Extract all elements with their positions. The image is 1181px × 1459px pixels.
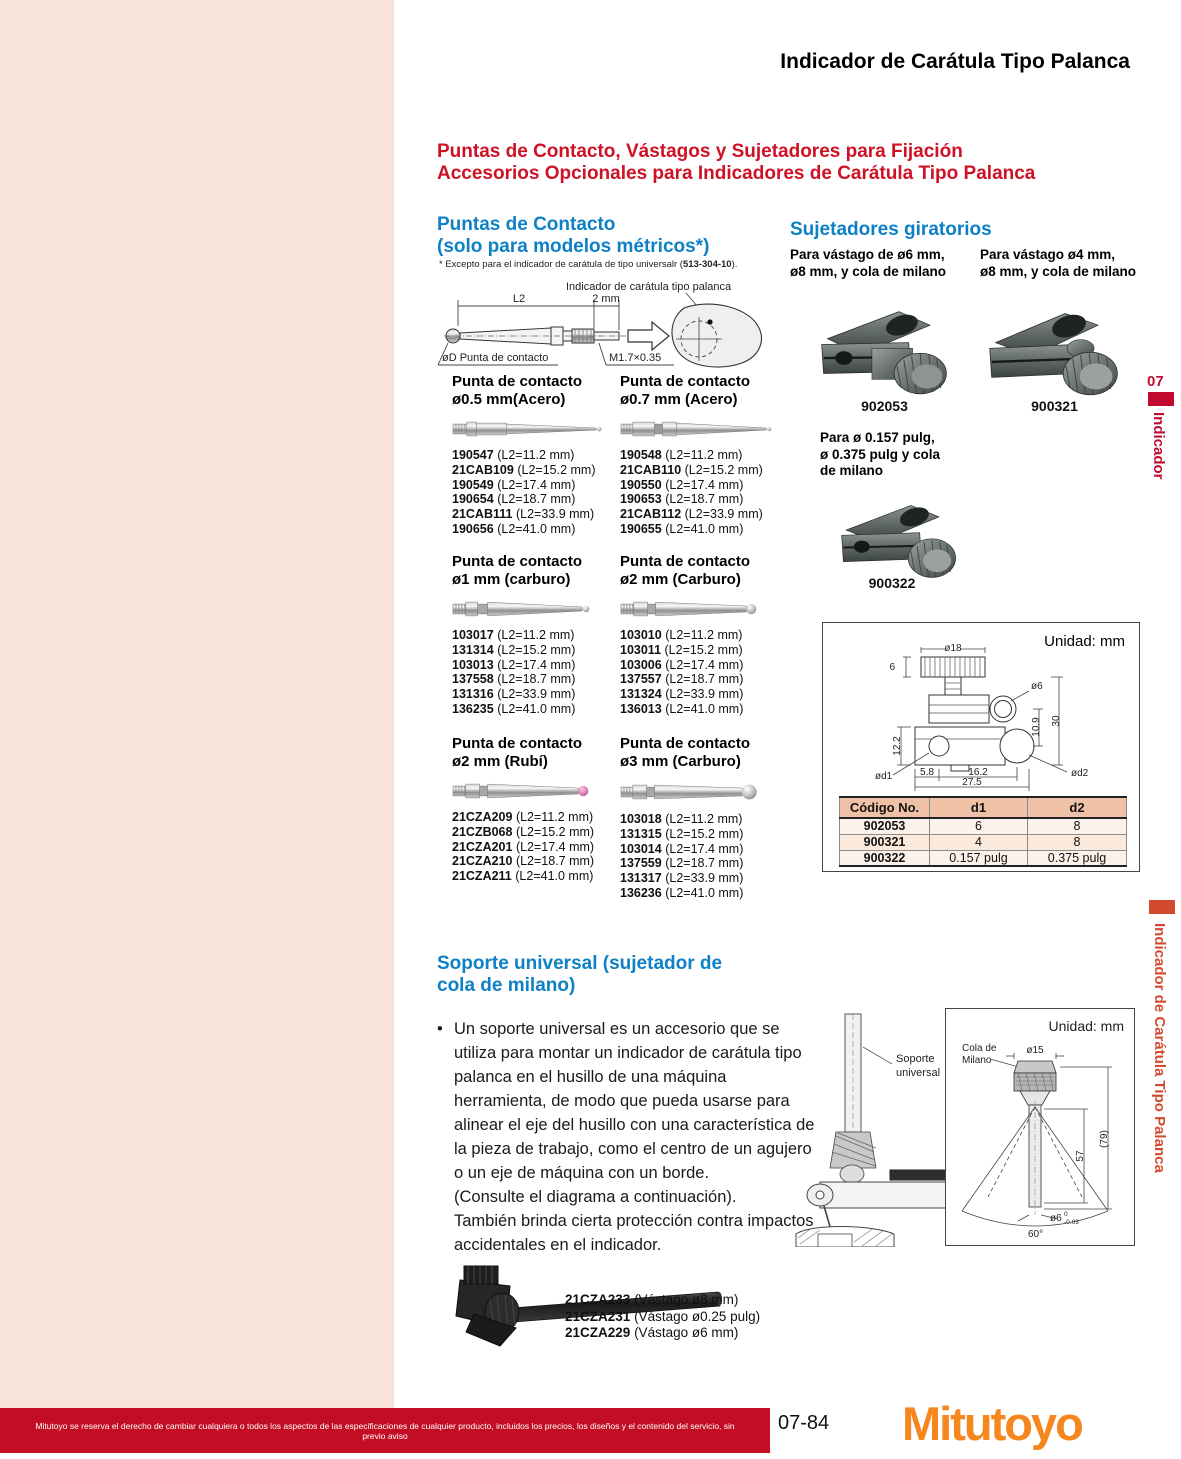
stylus-photo-big-ball [620, 778, 768, 806]
part-list [452, 628, 622, 717]
unit-label: Unidad: mm [1044, 633, 1125, 650]
stylus-dimension-diagram [436, 276, 781, 374]
part-number-line: 190547 (L2=11.2 mm) [452, 448, 575, 462]
part-number-line: 131317 (L2=33.9 mm) [620, 871, 744, 886]
mitutoyo-logo: Mitutoyo [902, 1397, 1082, 1450]
page-number: 07-84 [778, 1412, 830, 1434]
svg-text:L2: L2 [512, 293, 526, 305]
svg-text:0: 0 [1064, 1211, 1068, 1218]
part-list [452, 448, 622, 537]
stylus-photo-ruby-ball [452, 778, 600, 804]
clamp-photo-900321 [982, 294, 1127, 396]
table-header-row: Código No. d1 d2 [840, 797, 1127, 818]
part-number-line: 190655 (L2=41.0 mm) [620, 521, 744, 536]
svg-text:Indicador de carátula tipo pal: Indicador de carátula tipo palanca [566, 281, 732, 293]
bullet: • [437, 1020, 443, 1038]
holder-dimension-table [839, 796, 1127, 867]
part-number-line: 21CZA229 (Vástago ø6 mm) [565, 1325, 739, 1340]
part-number-line: 21CZA209 (L2=11.2 mm) [452, 810, 594, 824]
universal-heading: Soporte universal (sujetador de cola de milano) [437, 953, 723, 996]
svg-text:Soporte: Soporte [896, 1053, 935, 1065]
left-margin-band [0, 0, 394, 1408]
svg-text:ød1: ød1 [875, 771, 893, 782]
table-row: 900321 4 8 [840, 834, 1127, 850]
group-title: Punta de contacto ø1 mm (carburo) [452, 553, 583, 588]
part-number-line: 136235 (L2=41.0 mm) [452, 701, 576, 716]
chapter-tab-square [1148, 392, 1174, 406]
stylus-photo-needle [452, 416, 610, 442]
holders-heading: Sujetadores giratorios [790, 219, 992, 240]
part-number-line: 190654 (L2=18.7 mm) [452, 492, 576, 507]
svg-text:-0.03: -0.03 [1064, 1219, 1079, 1226]
svg-text:12.2: 12.2 [892, 736, 903, 756]
contact-points-heading: Puntas de Contacto (solo para modelos métricos*) [437, 214, 710, 257]
table-row: 902053 6 8 [840, 818, 1127, 834]
contact-point-group-07 [620, 373, 790, 537]
universal-paragraph-2: (Consulte el diagrama a continuación). [454, 1188, 737, 1206]
part-list [452, 810, 622, 884]
universal-paragraph-1: Un soporte universal es un accesorio que se utiliza para montar un indicador de carátula tipo palanca en el husillo de una máquina herramienta, de modo que pueda usarse para alinear el eje del husillo con una característica de la pieza de trabajo, como el centro de un agujero o un eje de máquina con un borde. [454, 1020, 815, 1182]
holder-label-1: Para vástago de ø6 mm, ø8 mm, y cola de milano [790, 247, 947, 279]
universal-paragraph-3: También brinda cierta protección contra impactos accidentales en el indicador. [454, 1212, 814, 1254]
group-title: Punta de contacto ø3 mm (Carburo) [620, 735, 751, 770]
svg-text:60°: 60° [1028, 1229, 1044, 1240]
part-number-line: 137559 (L2=18.7 mm) [620, 856, 744, 871]
part-list [620, 628, 790, 717]
svg-text:Milano: Milano [962, 1055, 992, 1066]
svg-text:10.9: 10.9 [1031, 717, 1042, 737]
part-number-line: 21CAB111 (L2=33.9 mm) [452, 507, 595, 522]
page-title: Indicador de Carátula Tipo Palanca [780, 50, 1130, 73]
section-heading [437, 141, 1035, 185]
holder-code-900322: 900322 [868, 575, 916, 591]
svg-text:16.2: 16.2 [968, 767, 988, 778]
part-number-line: 21CZA211 (L2=41.0 mm) [452, 869, 594, 884]
footer-disclaimer-bar [0, 1408, 770, 1453]
part-number-line: 21CZA201 (L2=17.4 mm) [452, 839, 595, 854]
stylus-photo-needle [620, 416, 778, 442]
svg-text:ø6: ø6 [1031, 681, 1043, 692]
holder-label-2: Para vástago ø4 mm, ø8 mm, y cola de milano [980, 247, 1137, 279]
contact-point-group-3mm [620, 735, 790, 901]
stylus-photo-small-ball [452, 596, 600, 622]
stylus-photo-ball [620, 596, 768, 622]
part-number-line: 136013 (L2=41.0 mm) [620, 701, 744, 716]
svg-text:Cola de: Cola de [962, 1043, 997, 1054]
universal-dimension-box [945, 1008, 1135, 1246]
universal-body-text [437, 1017, 817, 1257]
section-heading-line1: Puntas de Contacto, Vástagos y Sujetadores para Fijación [437, 141, 963, 162]
part-number-line: 131314 (L2=15.2 mm) [452, 642, 576, 657]
part-number-line: 103013 (L2=17.4 mm) [452, 657, 576, 672]
part-list [620, 812, 790, 901]
clamp-photo-902053 [812, 294, 957, 396]
svg-text:øD Punta de contacto: øD Punta de contacto [442, 352, 549, 364]
part-number-line: 131315 (L2=15.2 mm) [620, 826, 744, 841]
footnote: * Excepto para el indicador de carátula de tipo universalr (513-304-10). [439, 259, 738, 270]
svg-text:Unidad: mm: Unidad: mm [1048, 1018, 1124, 1034]
part-number-line: 21CZA231 (Vástago ø0.25 pulg) [565, 1308, 761, 1324]
section-heading-line2: Accesorios Opcionales para Indicadores de Carátula Tipo Palanca [437, 163, 1036, 184]
part-number-line: 103006 (L2=17.4 mm) [620, 657, 744, 672]
part-number-line: 131316 (L2=33.9 mm) [452, 687, 576, 702]
contact-point-group-2mm [620, 553, 790, 717]
svg-text:2 mm: 2 mm [592, 293, 620, 305]
part-number-line: 136236 (L2=41.0 mm) [620, 885, 744, 900]
group-title: Punta de contacto ø0.7 mm (Acero) [620, 373, 751, 408]
group-title: Punta de contacto ø2 mm (Carburo) [620, 553, 751, 588]
part-number-line: 103011 (L2=15.2 mm) [620, 642, 743, 657]
part-list [620, 448, 790, 537]
svg-text:27.5: 27.5 [962, 777, 982, 788]
part-number-line: 21CAB109 (L2=15.2 mm) [452, 462, 596, 477]
part-number-line: 21CZA210 (L2=18.7 mm) [452, 854, 595, 869]
part-number-line: 103018 (L2=11.2 mm) [620, 812, 743, 826]
svg-text:ø6: ø6 [1050, 1213, 1062, 1224]
part-number-line: 137558 (L2=18.7 mm) [452, 672, 576, 687]
chapter-number-tab: 07 [1147, 373, 1164, 390]
part-number-line: 190656 (L2=41.0 mm) [452, 521, 576, 536]
part-number-line: 21CZA233 (Vástago ø8 mm) [565, 1292, 739, 1307]
part-number-line: 190550 (L2=17.4 mm) [620, 477, 744, 492]
part-number-line: 103014 (L2=17.4 mm) [620, 841, 744, 856]
section-label-vertical: Indicador de Carátula Tipo Palanca [1151, 923, 1168, 1173]
svg-text:57: 57 [1075, 1150, 1086, 1162]
contact-point-group-05 [452, 373, 622, 537]
holder-drawing-box [822, 622, 1140, 872]
part-number-line: 190548 (L2=11.2 mm) [620, 448, 743, 462]
part-number-line: 21CZB068 (L2=15.2 mm) [452, 824, 595, 839]
svg-text:30: 30 [1051, 715, 1062, 727]
holder-dimension-drawing [833, 639, 1133, 795]
group-title: Punta de contacto ø2 mm (Rubí) [452, 735, 583, 770]
part-number-line: 103017 (L2=11.2 mm) [452, 628, 575, 642]
universal-dimension-drawing [946, 1009, 1134, 1245]
contact-point-group-1mm [452, 553, 622, 717]
svg-text:ø15: ø15 [1026, 1045, 1044, 1056]
holder-code-902053: 902053 [861, 398, 908, 414]
holder-label-3: Para ø 0.157 pulg, ø 0.375 pulg y cola de milano [820, 430, 941, 478]
svg-text:6: 6 [889, 662, 895, 673]
table-row: 900322 0.157 pulg 0.375 pulg [840, 850, 1127, 866]
part-number-line: 190653 (L2=18.7 mm) [620, 492, 744, 507]
part-number-line: 131324 (L2=33.9 mm) [620, 687, 744, 702]
svg-text:ø18: ø18 [944, 643, 962, 654]
chapter-label-vertical: Indicador [1150, 412, 1167, 480]
group-title: Punta de contacto ø0.5 mm(Acero) [452, 373, 583, 408]
svg-text:M1.7×0.35: M1.7×0.35 [609, 352, 662, 364]
svg-text:ød2: ød2 [1071, 768, 1089, 779]
part-number-line: 21CAB110 (L2=15.2 mm) [620, 462, 763, 477]
contact-point-group-ruby [452, 735, 622, 884]
svg-text:(79): (79) [1099, 1130, 1110, 1148]
holder-code-900321: 900321 [1031, 398, 1078, 414]
universal-part-list [565, 1292, 760, 1342]
part-number-line: 190549 (L2=17.4 mm) [452, 477, 576, 492]
section-tab-square [1149, 900, 1175, 914]
clamp-photo-900322 [832, 488, 967, 580]
part-number-line: 103010 (L2=11.2 mm) [620, 628, 743, 642]
svg-text:5.8: 5.8 [920, 767, 934, 778]
footer-disclaimer-text: Mitutoyo se reserva el derecho de cambiar cualquiera o todos los aspectos de las especificaciones de cualquier producto, incluidos los precios, los diseños y el contenido del servicio, sin previo aviso [35, 1420, 735, 1441]
svg-text:universal: universal [896, 1067, 941, 1079]
part-number-line: 21CAB112 (L2=33.9 mm) [620, 507, 763, 522]
part-number-line: 137557 (L2=18.7 mm) [620, 672, 744, 687]
